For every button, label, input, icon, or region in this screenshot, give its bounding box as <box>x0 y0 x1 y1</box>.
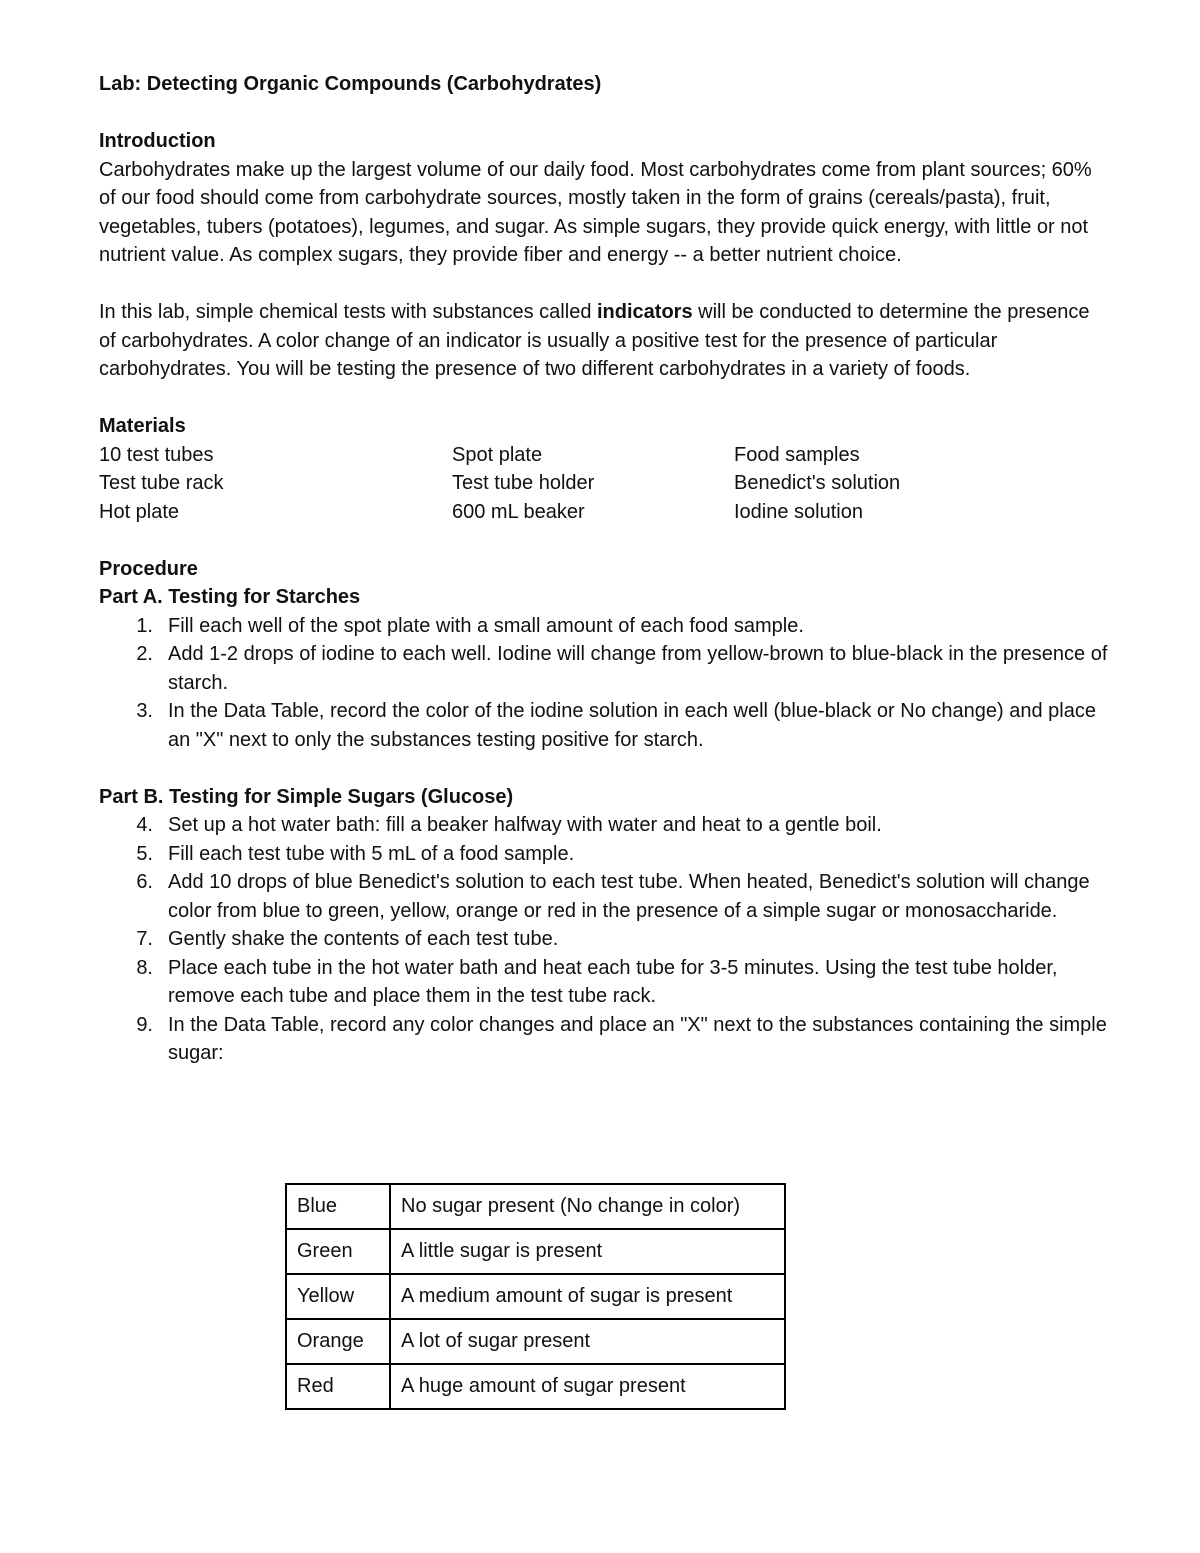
introduction-heading: Introduction <box>99 130 216 152</box>
part-b-steps <box>99 811 1109 1068</box>
table-row <box>286 1364 785 1409</box>
part-a-heading: Part A. Testing for Starches <box>99 586 361 608</box>
table-row <box>286 1274 785 1319</box>
introduction-paragraph-1: Carbohydrates make up the largest volume of our daily food. Most carbohydrates come from plant sources; 60% of our food should come from carbohydrate sources, mostly taken in the form of grains (cereals/pasta), fruit, vegetables, tubers (potatoes), legumes, and sugar. As simple sugars, they provide quick energy, with little or not nutrient value. As complex sugars, they provide fiber and energy -- a better nutrient choice. <box>99 158 1092 266</box>
step-text: In the Data Table, record any color changes and place an "X" next to the substances containing the simple sugar: <box>168 1013 1107 1064</box>
sugar-color-table-container <box>285 1183 786 1410</box>
paragraph-2-text-end: will be conducted to determine the presence of carbohydrates. A color change of an indicator is usually a positive test for the presence of particular carbohydrates. You will be testing the presence of two different carbohydrates in a variety of foods. <box>99 301 1090 380</box>
table-cell-meaning: No sugar present (No change in color) <box>390 1184 785 1229</box>
procedure-step <box>98 811 1109 840</box>
step-number: 6. <box>136 871 153 893</box>
materials-heading: Materials <box>99 415 186 437</box>
step-number: 4. <box>136 814 153 836</box>
table-cell-color: Yellow <box>286 1274 390 1319</box>
table-row <box>286 1229 785 1274</box>
procedure-step <box>98 612 1109 641</box>
step-text: Add 1-2 drops of iodine to each well. Iodine will change from yellow-brown to blue-black in the presence of starch. <box>168 643 1108 694</box>
procedure-step <box>98 868 1109 925</box>
table-cell-color: Red <box>286 1364 390 1409</box>
step-text: Add 10 drops of blue Benedict's solution to each test tube. When heated, Benedict's solution will change color from blue to green, yellow, orange or red in the presence of a simple sugar or monosaccharide. <box>168 871 1090 922</box>
procedure-step <box>98 1011 1109 1068</box>
table-cell-color: Blue <box>286 1184 390 1229</box>
procedure-step <box>98 954 1109 1011</box>
table-row <box>286 1319 785 1364</box>
material-item: Iodine solution <box>734 500 863 523</box>
step-text: In the Data Table, record the color of the iodine solution in each well (blue-black or No change) and place an "X" next to only the substances testing positive for starch. <box>168 700 1096 751</box>
document-page <box>99 70 1109 1068</box>
step-number: 7. <box>136 928 153 950</box>
material-item: 600 mL beaker <box>452 500 585 523</box>
step-text: Fill each well of the spot plate with a small amount of each food sample. <box>168 614 804 637</box>
material-item: Test tube rack <box>99 472 224 494</box>
step-number: 8. <box>136 956 153 979</box>
document-title: Lab: Detecting Organic Compounds (Carbohydrates) <box>99 73 602 95</box>
step-number: 1. <box>136 614 153 637</box>
step-number: 2. <box>136 643 153 665</box>
table-row <box>286 1184 785 1229</box>
step-number: 9. <box>136 1013 153 1036</box>
paragraph-2-text-start: In this lab, simple chemical tests with substances called <box>99 301 597 323</box>
table-cell-color: Green <box>286 1229 390 1274</box>
step-number: 5. <box>136 842 153 865</box>
indicators-term: indicators <box>597 301 693 323</box>
step-text: Fill each test tube with 5 mL of a food sample. <box>168 842 575 865</box>
materials-list <box>99 441 1109 527</box>
part-b-heading: Part B. Testing for Simple Sugars (Glucose) <box>99 785 514 808</box>
procedure-heading: Procedure <box>99 557 198 580</box>
material-item: Benedict's solution <box>734 472 901 494</box>
procedure-step <box>98 640 1109 697</box>
table-cell-meaning: A medium amount of sugar is present <box>390 1274 785 1319</box>
step-number: 3. <box>136 700 153 722</box>
table-cell-color: Orange <box>286 1319 390 1364</box>
step-text: Gently shake the contents of each test tube. <box>168 928 559 950</box>
procedure-step <box>98 697 1109 754</box>
material-item: Hot plate <box>99 500 180 523</box>
material-item: Test tube holder <box>452 472 595 494</box>
material-item: 10 test tubes <box>99 443 214 466</box>
part-a-steps <box>99 612 1109 755</box>
introduction-paragraph-2 <box>99 298 1109 384</box>
procedure-step <box>98 840 1109 869</box>
step-text: Place each tube in the hot water bath and heat each tube for 3-5 minutes. Using the test tube holder, remove each tube and place them in the test tube rack. <box>168 956 1058 1007</box>
table-cell-meaning: A lot of sugar present <box>390 1319 785 1364</box>
material-item: Spot plate <box>452 443 543 466</box>
table-cell-meaning: A little sugar is present <box>390 1229 785 1274</box>
sugar-color-table <box>285 1183 786 1410</box>
procedure-step <box>98 925 1109 954</box>
step-text: Set up a hot water bath: fill a beaker halfway with water and heat to a gentle boil. <box>168 814 882 836</box>
table-cell-meaning: A huge amount of sugar present <box>390 1364 785 1409</box>
material-item: Food samples <box>734 443 860 466</box>
